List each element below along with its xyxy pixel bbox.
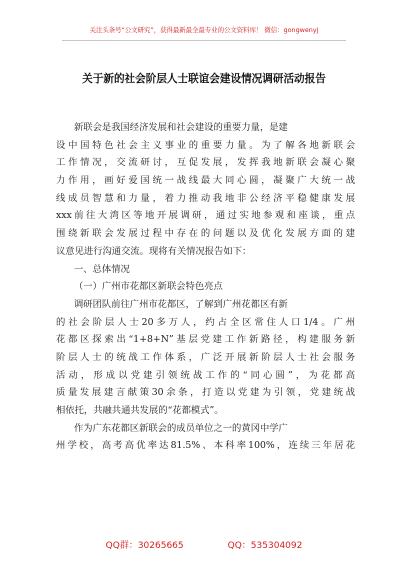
footer-contact bbox=[0, 538, 408, 551]
paragraph-line: 花都区探索出“1+8+N”基层党建工作新路径，构建服务新 bbox=[56, 334, 355, 346]
footer-qq-group: QQ群：30265665 bbox=[105, 541, 184, 551]
paragraph-line: 设中国特色社会主义事业的重要力量。为了解各地新联会 bbox=[56, 139, 355, 151]
section-heading: 一、总体情况 bbox=[74, 263, 130, 275]
paragraph-line: 工作情况，交流研讨，互促发展，发挥我地新联会凝心聚 bbox=[56, 157, 355, 169]
footer-qq: QQ：535304092 bbox=[227, 541, 303, 551]
paragraph-line: 作为广东花都区新联会的成员单位之一的黄冈中学广 bbox=[74, 422, 288, 434]
paragraph-line: 阶层人士的统战工作体系，广泛开展新阶层人士社会服务 bbox=[56, 351, 355, 363]
paragraph-line: 相依托，共融共通共发展的“花都模式”。 bbox=[56, 405, 224, 416]
paragraph-line: 质量发展建言献策30余条，打造以党建为引领，党建统战 bbox=[56, 387, 355, 399]
paragraph-line: 活动，形成以党建引领统战工作的“同心圆”，为花都高 bbox=[56, 369, 355, 381]
subsection-heading: （一）广州市花都区新联会特色亮点 bbox=[74, 281, 223, 293]
paragraph-line: 新联会是我国经济发展和社会建设的重要力量，是建 bbox=[74, 122, 288, 133]
paragraph-line: 的社会阶层人士20多万人，约占全区常住人口1/4。广州 bbox=[56, 316, 355, 328]
paragraph-line: 议意见进行沟通交流。现将有关情况报告如下： bbox=[56, 245, 252, 257]
paragraph-line: 围绕新联会发展过程中存在的问题以及优化发展方面的建 bbox=[56, 228, 355, 240]
paragraph-line: 线成员智慧和力量，着力推动我地非公经济平稳健康发展 bbox=[56, 192, 355, 204]
header-notice: 关注头条号“公文研究”，获得最新最全最专业的公文资料库！ 微信：gongwenyj bbox=[89, 26, 319, 34]
header-divider bbox=[62, 40, 346, 41]
document-title: 关于新的社会阶层人士联谊会建设情况调研活动报告 bbox=[82, 73, 326, 85]
paragraph-line: xxx前往大湾区等地开展调研，通过实地参观和座谈，重点 bbox=[56, 210, 355, 222]
paragraph-line: 调研团队前往广州市花都区，了解到广州花都区有新 bbox=[74, 298, 288, 310]
document-body bbox=[56, 119, 355, 455]
paragraph-line: 力作用，画好爱国统一战线最大同心圆，凝聚广大统一战 bbox=[56, 175, 355, 187]
paragraph-line: 州学校，高考高优率达81.5%、本科率100%，连续三年居花 bbox=[56, 440, 355, 452]
